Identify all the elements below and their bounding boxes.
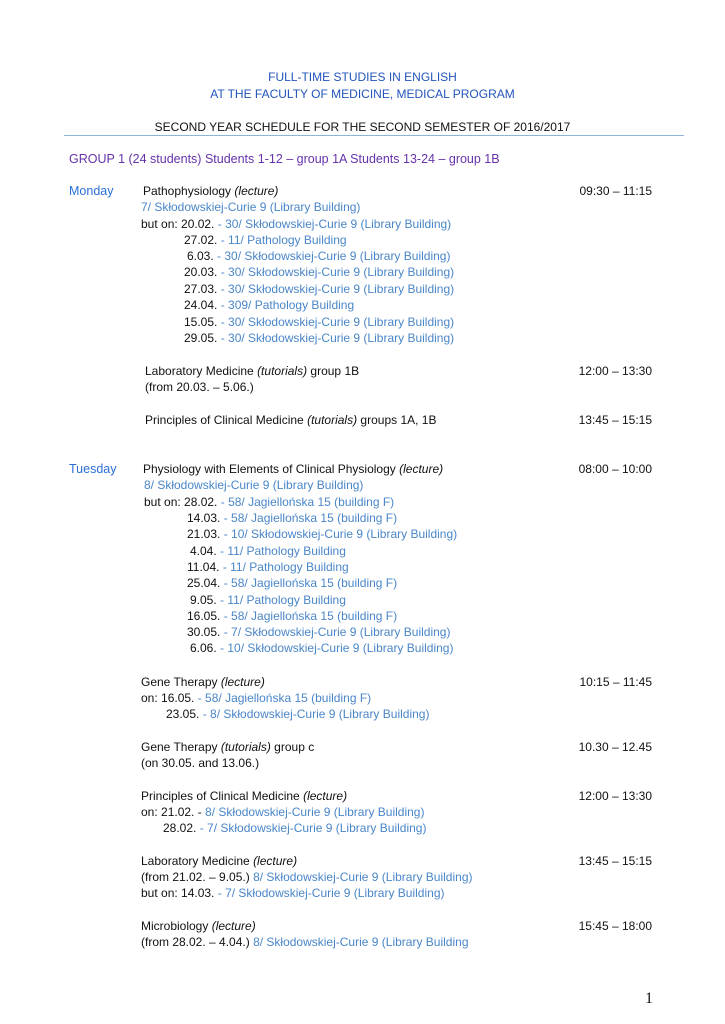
course-time: 13:45 – 15:15	[578, 854, 652, 868]
course-note: (on 30.05. and 13.06.)	[141, 756, 260, 770]
semester-title: SECOND YEAR SCHEDULE FOR THE SECOND SEMESTER OF 2016/2017	[154, 120, 571, 134]
exception-room: - 11/ Pathology Building	[219, 560, 349, 574]
course-type: (lecture)	[211, 919, 256, 933]
course-name: Laboratory Medicine	[141, 854, 254, 868]
exception-date: 23.05.	[166, 707, 200, 721]
exception-line	[184, 232, 347, 248]
exception-line	[184, 314, 454, 330]
exception-date: but on: 28.02.	[144, 495, 218, 509]
course-room: 8/ Skłodowskiej-Curie 9 (Library Building)	[144, 478, 364, 492]
exception-date: 25.04.	[187, 576, 221, 590]
exception-line	[187, 608, 397, 624]
course-time: 10:15 – 11:45	[579, 675, 652, 689]
exception-room: - 30/ Skłodowskiej-Curie 9 (Library Building)	[217, 282, 455, 296]
exception-line	[144, 494, 394, 510]
exception-date: 9.05.	[190, 593, 217, 607]
exception-room: - 58/ Jagiellońska 15 (building F)	[217, 495, 395, 509]
course-type: (lecture)	[220, 675, 265, 689]
exception-line	[187, 575, 397, 591]
exception-date: 11.04.	[187, 560, 220, 574]
exception-room: - 10/ Skłodowskiej-Curie 9 (Library Building)	[220, 527, 458, 541]
course-type: (tutorials)	[220, 740, 271, 754]
exception-room: - 11/ Pathology Building	[216, 544, 346, 558]
exception-room: - 10/ Skłodowskiej-Curie 9 (Library Building)	[216, 641, 454, 655]
exception-room: - 7/ Skłodowskiej-Curie 9 (Library Building)	[214, 886, 445, 900]
exception-line	[190, 640, 453, 656]
course-title	[141, 739, 314, 755]
exception-date: (from 21.02. – 9.05.)	[141, 870, 250, 884]
course-time: 09:30 – 11:15	[579, 184, 652, 198]
exception-room: - 7/ Skłodowskiej-Curie 9 (Library Building)	[220, 625, 451, 639]
course-type: (tutorials)	[307, 413, 358, 427]
exception-room: - 11/ Pathology Building	[217, 233, 347, 247]
course-title	[145, 363, 359, 379]
exception-date: 6.03.	[187, 249, 214, 263]
course-name: Pathophysiology	[143, 184, 235, 198]
exception-line	[187, 526, 457, 542]
course-name: Microbiology	[141, 919, 212, 933]
exception-date: 16.05.	[187, 609, 221, 623]
course-name: Gene Therapy	[141, 675, 221, 689]
exception-room: 8/ Skłodowskiej-Curie 9 (Library Building)	[201, 805, 425, 819]
exception-date: 14.03.	[187, 511, 221, 525]
exception-line	[141, 885, 445, 901]
exception-line	[184, 281, 454, 297]
exception-date: 15.05.	[184, 315, 218, 329]
course-date-range: (from 20.03. – 5.06.)	[145, 380, 254, 394]
course-title	[143, 461, 443, 477]
exception-date: 27.03.	[184, 282, 218, 296]
exception-line	[187, 624, 450, 640]
page-number: 1	[645, 990, 653, 1007]
exception-line	[190, 543, 346, 559]
course-room: 7/ Skłodowskiej-Curie 9 (Library Building)	[141, 200, 361, 214]
exception-date: 6.06.	[190, 641, 217, 655]
exception-room: - 11/ Pathology Building	[216, 593, 346, 607]
course-type: (lecture)	[253, 854, 298, 868]
exception-room: - 309/ Pathology Building	[217, 298, 355, 312]
exception-date: 27.02.	[184, 233, 218, 247]
course-title	[141, 853, 297, 869]
course-name: Physiology with Elements of Clinical Physiology	[143, 462, 400, 476]
exception-line	[184, 330, 454, 346]
exception-line	[141, 869, 473, 885]
exception-line	[187, 510, 397, 526]
course-group: group 1B	[307, 364, 360, 378]
exception-line	[184, 297, 354, 313]
exception-date: 20.03.	[184, 265, 218, 279]
exception-date: but on: 14.03.	[141, 886, 215, 900]
exception-room: - 30/ Skłodowskiej-Curie 9 (Library Building)	[214, 217, 452, 231]
course-title	[141, 674, 265, 690]
group-line: GROUP 1 (24 students) Students 1-12 – group 1A Students 13-24 – group 1B	[69, 152, 500, 166]
course-name: Principles of Clinical Medicine	[141, 789, 304, 803]
exception-date: 29.05.	[184, 331, 218, 345]
exception-room: - 30/ Skłodowskiej-Curie 9 (Library Building)	[213, 249, 451, 263]
header-line-2: AT THE FACULTY OF MEDICINE, MEDICAL PROGRAM	[210, 87, 515, 101]
course-type: (lecture)	[399, 462, 444, 476]
exception-room: - 58/ Jagiellońska 15 (building F)	[220, 511, 398, 525]
exception-line	[141, 934, 469, 950]
exception-date: (from 28.02. – 4.04.)	[141, 935, 250, 949]
course-time: 10.30 – 12.45	[578, 740, 652, 754]
exception-room: - 58/ Jagiellońska 15 (building F)	[194, 691, 372, 705]
course-time: 12:00 – 13:30	[578, 364, 652, 378]
exception-room: - 7/ Skłodowskiej-Curie 9 (Library Building)	[196, 821, 427, 835]
day-tuesday: Tuesday	[69, 462, 117, 476]
course-type: (lecture)	[303, 789, 348, 803]
course-group: group c	[270, 740, 315, 754]
exception-date: 30.05.	[187, 625, 221, 639]
course-title	[141, 788, 347, 804]
course-type: (tutorials)	[257, 364, 308, 378]
exception-date: 4.04.	[190, 544, 217, 558]
exception-line	[190, 592, 346, 608]
exception-line	[163, 820, 426, 836]
course-title	[145, 412, 436, 428]
course-name: Gene Therapy	[141, 740, 221, 754]
exception-date: on: 16.05.	[141, 691, 195, 705]
course-group: groups 1A, 1B	[357, 413, 437, 427]
header-line-1: FULL-TIME STUDIES IN ENGLISH	[268, 70, 457, 84]
header-divider	[64, 135, 684, 136]
course-time: 12:00 – 13:30	[578, 789, 652, 803]
exception-date: on: 21.02. -	[141, 805, 202, 819]
exception-line	[141, 690, 371, 706]
exception-room: 8/ Skłodowskiej-Curie 9 (Library Building)	[249, 870, 473, 884]
exception-room: 8/ Skłodowskiej-Curie 9 (Library Building	[249, 935, 469, 949]
course-name: Laboratory Medicine	[145, 364, 258, 378]
exception-date: but on: 20.02.	[141, 217, 215, 231]
exception-room: - 30/ Skłodowskiej-Curie 9 (Library Building)	[217, 265, 455, 279]
exception-line	[184, 264, 454, 280]
exception-room: - 30/ Skłodowskiej-Curie 9 (Library Building)	[217, 331, 455, 345]
exception-room: - 58/ Jagiellońska 15 (building F)	[220, 609, 398, 623]
exception-room: - 30/ Skłodowskiej-Curie 9 (Library Building)	[217, 315, 455, 329]
course-time: 08:00 – 10:00	[578, 462, 652, 476]
exception-date: 24.04.	[184, 298, 218, 312]
exception-room: - 8/ Skłodowskiej-Curie 9 (Library Building)	[199, 707, 430, 721]
course-time: 13:45 – 15:15	[578, 413, 652, 427]
course-title	[143, 183, 278, 199]
exception-line	[187, 248, 450, 264]
exception-line	[166, 706, 429, 722]
exception-line	[141, 804, 424, 820]
course-type: (lecture)	[234, 184, 279, 198]
exception-date: 21.03.	[187, 527, 221, 541]
exception-date: 28.02.	[163, 821, 197, 835]
course-time: 15:45 – 18:00	[578, 919, 652, 933]
exception-room: - 58/ Jagiellońska 15 (building F)	[220, 576, 398, 590]
exception-line	[141, 216, 451, 232]
day-monday: Monday	[69, 184, 114, 198]
course-name: Principles of Clinical Medicine	[145, 413, 308, 427]
exception-line	[187, 559, 349, 575]
course-title	[141, 918, 256, 934]
